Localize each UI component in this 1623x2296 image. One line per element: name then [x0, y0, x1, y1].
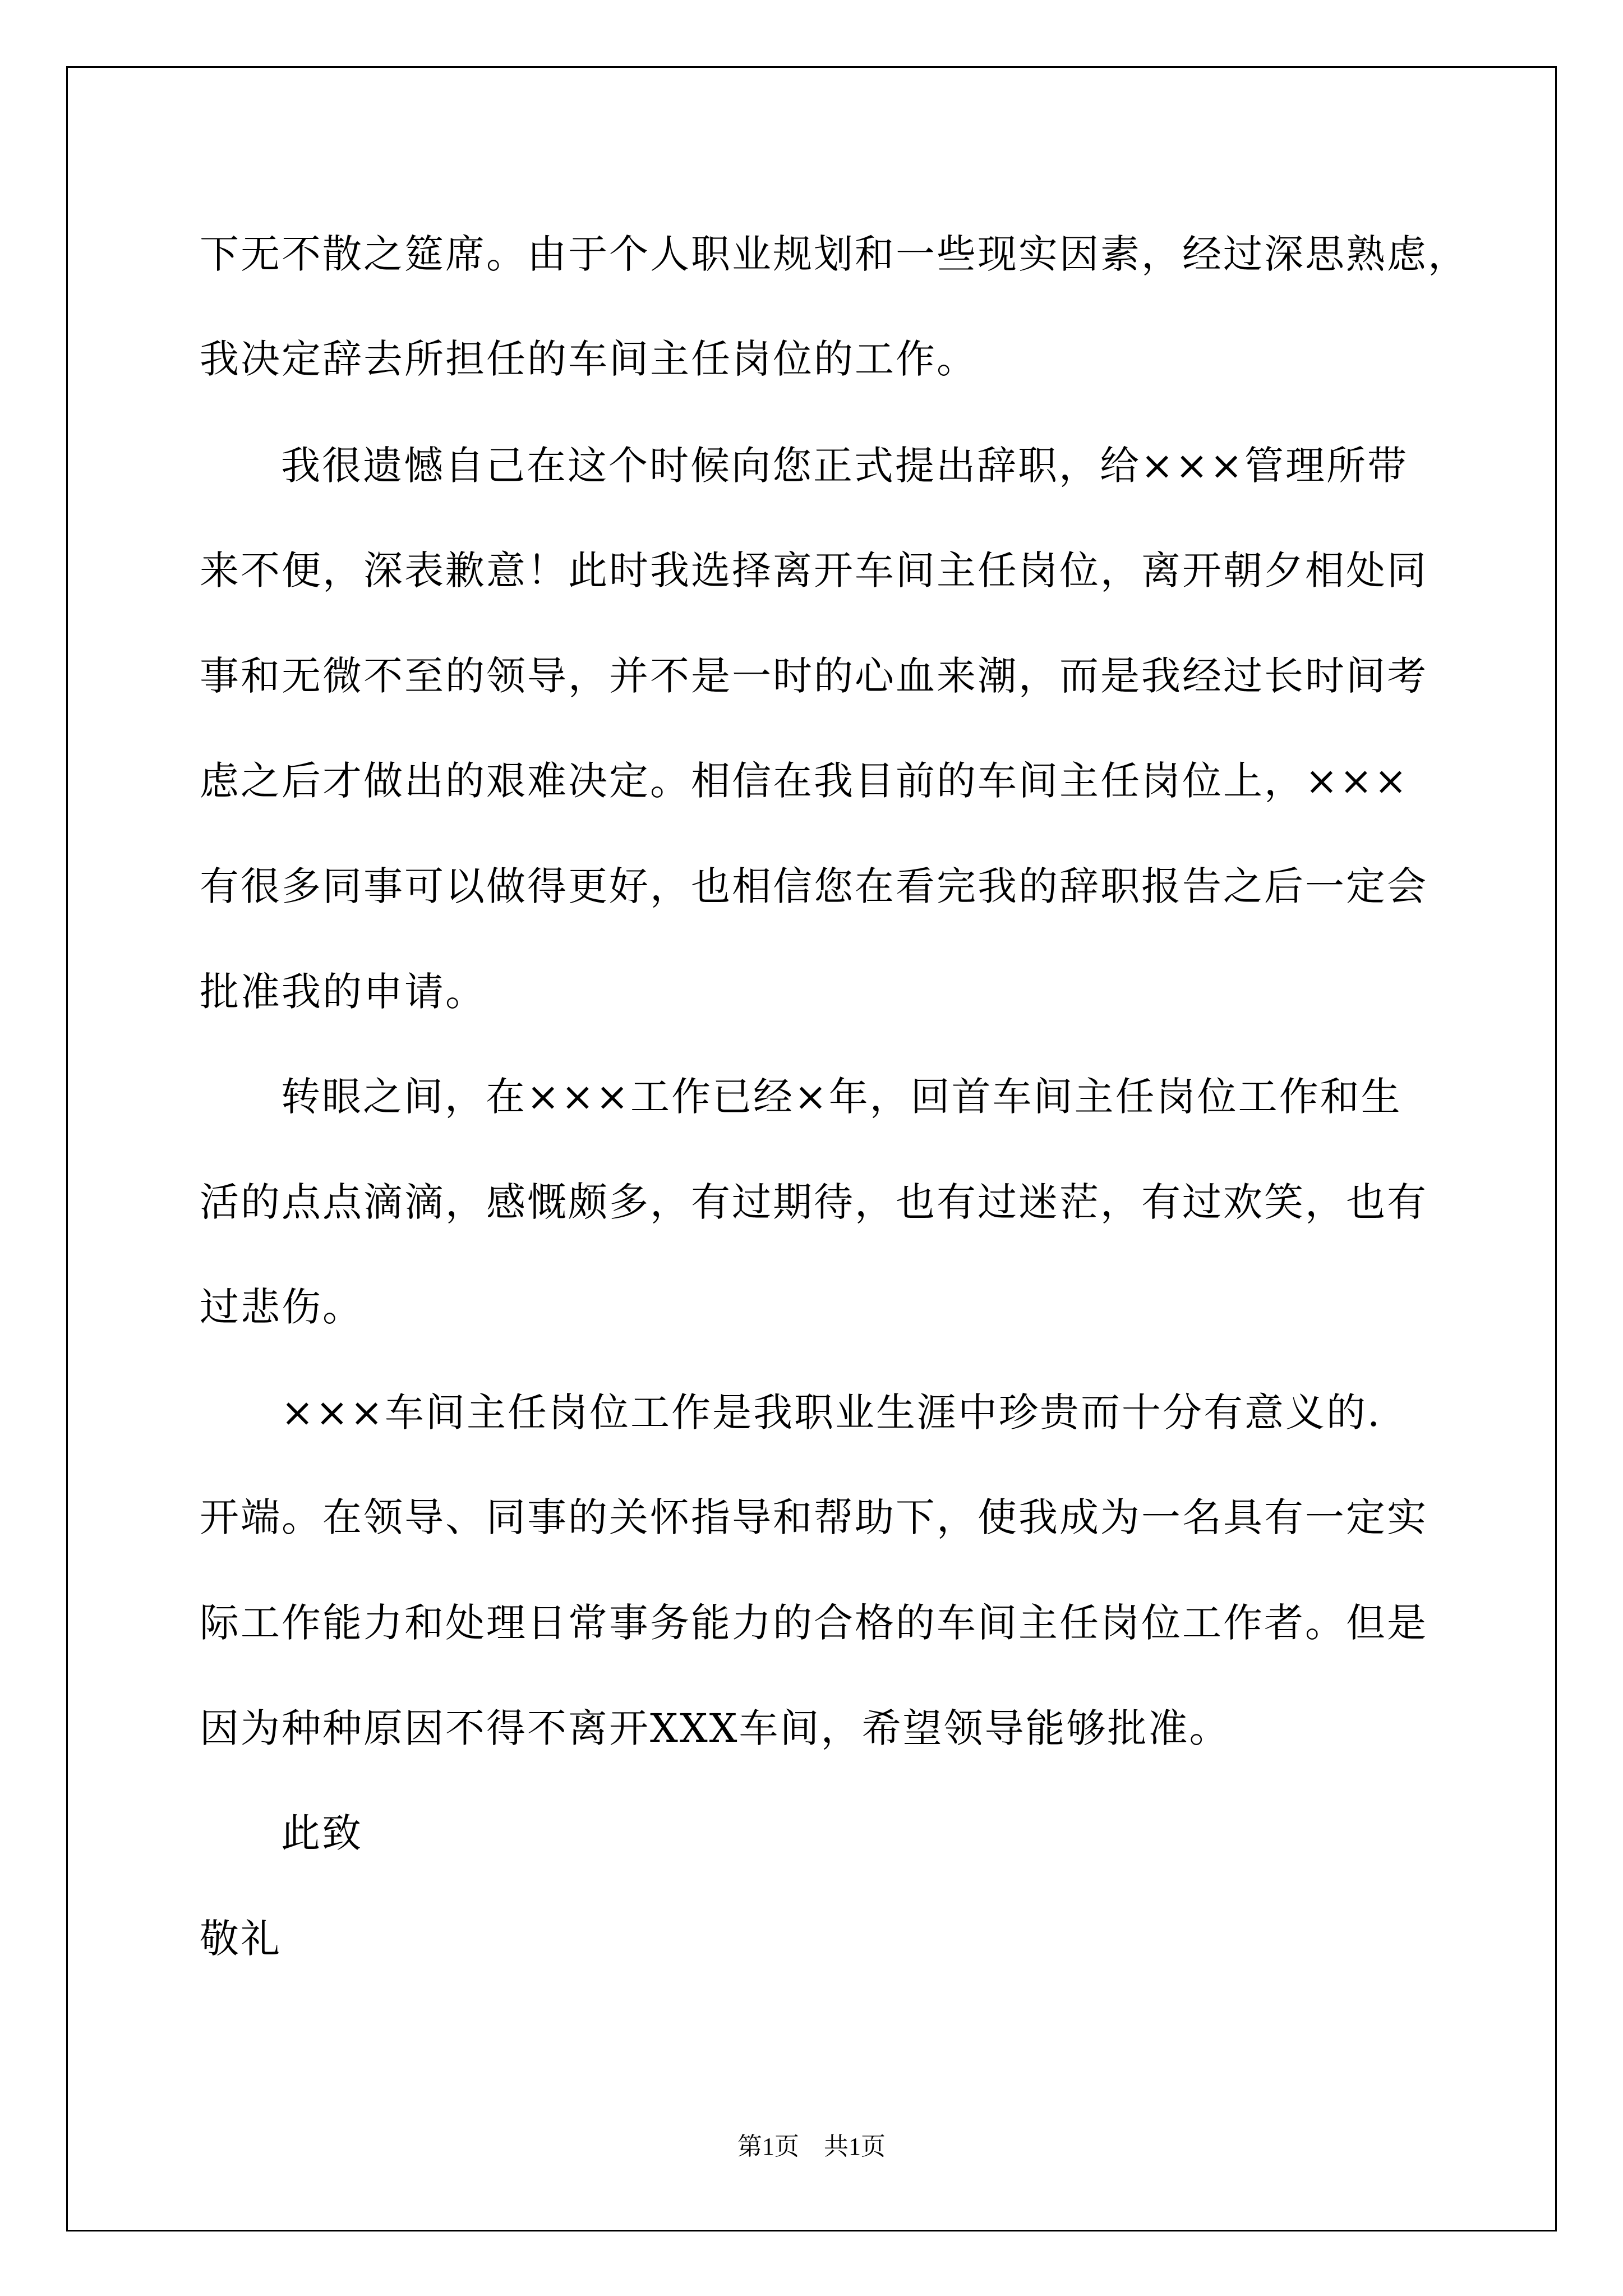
text-line: 活的点点滴滴，感慨颇多，有过期待，也有过迷茫，有过欢笑，也有 — [200, 1179, 1428, 1225]
text-line: 际工作能力和处理日常事务能力的合格的车间主任岗位工作者。但是 — [200, 1600, 1428, 1646]
text-line: 有很多同事可以做得更好，也相信您在看完我的辞职报告之后一定会 — [200, 863, 1428, 909]
text-line: 我很遗憾自己在这个时候向您正式提出辞职，给×××管理所带 — [281, 443, 1408, 489]
text-line: 事和无微不至的领导，并不是一时的心血来潮，而是我经过长时间考 — [200, 653, 1428, 699]
page-footer: 第1页 共1页 — [737, 2133, 886, 2160]
text-line: 下无不散之筵席。由于个人职业规划和一些现实因素，经过深思熟虑， — [200, 231, 1469, 277]
salutation-line: 敬礼 — [200, 1916, 282, 1962]
closing-line: 此致 — [281, 1810, 363, 1856]
text-line: 批准我的申请。 — [200, 969, 486, 1015]
text-line: 虑之后才做出的艰难决定。相信在我目前的车间主任岗位上，××× — [200, 758, 1409, 804]
text-line: ×××车间主任岗位工作是我职业生涯中珍贵而十分有意义的. — [281, 1389, 1382, 1435]
text-line: 因为种种原因不得不离开XXX车间，希望领导能够批准。 — [200, 1705, 1230, 1751]
text-line: 来不便，深表歉意！此时我选择离开车间主任岗位，离开朝夕相处同 — [200, 547, 1428, 593]
text-line: 转眼之间，在×××工作已经×年，回首车间主任岗位工作和生 — [281, 1074, 1402, 1120]
text-line: 我决定辞去所担任的车间主任岗位的工作。 — [200, 336, 978, 382]
text-line: 过悲伤。 — [200, 1284, 363, 1330]
text-line: 开端。在领导、同事的关怀指导和帮助下，使我成为一名具有一定实 — [200, 1494, 1428, 1540]
page-border — [66, 66, 1557, 2231]
